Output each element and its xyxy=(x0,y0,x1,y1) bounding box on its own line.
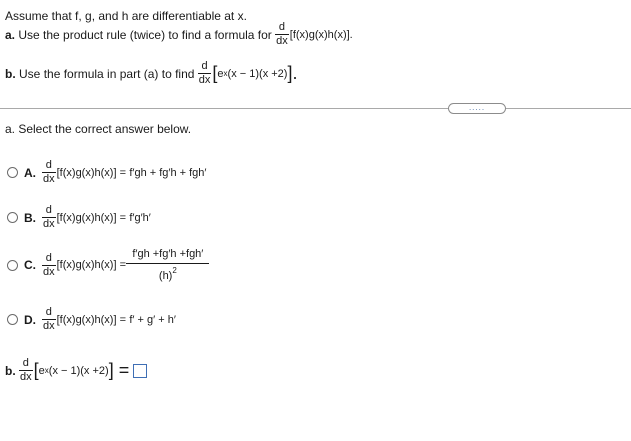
option-rhs-fraction xyxy=(129,248,206,282)
expand-more-button[interactable]: ..... xyxy=(448,103,506,114)
exp-sup: x xyxy=(223,69,228,78)
fgh-expression: [f(x)g(x)h(x)]. xyxy=(289,28,353,41)
dx-denominator: dx xyxy=(198,74,211,86)
dx-denominator: dx xyxy=(276,35,288,47)
den-sup: 2 xyxy=(172,265,177,275)
intro-text: Assume that f, g, and h are differentiable at x. xyxy=(5,9,247,23)
close-bracket: ]. xyxy=(287,63,298,83)
option-c[interactable] xyxy=(7,248,206,282)
option-b[interactable] xyxy=(7,205,151,230)
d-numerator: d xyxy=(201,60,208,72)
option-rhs: f′ + g′ + h′ xyxy=(129,313,176,326)
option-rhs: f′gh + fg′h + fgh′ xyxy=(129,166,207,179)
d-numerator: d xyxy=(45,251,52,264)
select-prompt: a. Select the correct answer below. xyxy=(5,122,192,136)
derivative-operator xyxy=(275,22,289,47)
dx-denominator: dx xyxy=(43,218,55,230)
d-numerator: d xyxy=(45,204,52,216)
answer-b-label: b. xyxy=(5,363,16,378)
option-letter: A. xyxy=(24,165,36,180)
derivative-operator xyxy=(42,205,56,230)
product-factors: (x − 1)(x +2) xyxy=(48,364,109,377)
dx-denominator: dx xyxy=(43,320,55,332)
part-b-label: b. xyxy=(5,66,16,81)
option-lhs: [f(x)g(x)h(x)] = xyxy=(56,211,126,224)
rhs-denominator xyxy=(126,263,209,283)
radio-option-a[interactable] xyxy=(7,167,18,178)
open-bracket: [ xyxy=(212,63,218,83)
dx-denominator: dx xyxy=(43,265,55,278)
derivative-operator xyxy=(198,61,212,86)
option-lhs: [f(x)g(x)h(x)] = xyxy=(56,259,126,272)
exp-base: e xyxy=(38,364,45,377)
option-letter: D. xyxy=(24,312,36,327)
d-numerator: d xyxy=(22,357,29,369)
derivative-operator xyxy=(42,253,56,278)
close-bracket-equals: ] = xyxy=(108,360,130,380)
exp-base: e xyxy=(217,67,224,80)
exp-sup: x xyxy=(44,366,49,375)
part-a-label: a. xyxy=(5,27,16,42)
answer-input-box[interactable] xyxy=(133,364,147,378)
dx-denominator: dx xyxy=(43,173,55,185)
radio-option-c[interactable] xyxy=(7,260,18,271)
dx-denominator: dx xyxy=(20,371,32,383)
d-numerator: d xyxy=(45,306,52,318)
option-lhs: [f(x)g(x)h(x)] = xyxy=(56,313,126,326)
d-numerator: d xyxy=(278,21,286,33)
option-d[interactable] xyxy=(7,307,176,332)
option-lhs: [f(x)g(x)h(x)] = xyxy=(56,166,126,179)
part-a-question xyxy=(5,22,353,47)
den-base: (h) xyxy=(158,269,173,282)
radio-option-b[interactable] xyxy=(7,212,18,223)
part-a-text: Use the product rule (twice) to find a formula for xyxy=(18,27,272,42)
rhs-numerator: f′gh +fg′h +fgh′ xyxy=(132,248,204,260)
d-numerator: d xyxy=(45,159,52,171)
part-b-text: Use the formula in part (a) to find xyxy=(19,66,195,81)
derivative-operator xyxy=(42,160,56,185)
derivative-operator xyxy=(42,307,56,332)
open-bracket: [ xyxy=(33,360,39,380)
option-letter: B. xyxy=(24,210,36,225)
part-b-question xyxy=(5,61,297,86)
product-factors: (x − 1)(x +2) xyxy=(227,67,288,80)
section-divider xyxy=(0,108,631,109)
radio-option-d[interactable] xyxy=(7,314,18,325)
part-b-answer-row xyxy=(5,358,147,383)
option-rhs: f′g′h′ xyxy=(129,211,151,224)
derivative-operator xyxy=(19,358,33,383)
option-letter: C. xyxy=(24,258,36,273)
option-a[interactable] xyxy=(7,160,206,185)
